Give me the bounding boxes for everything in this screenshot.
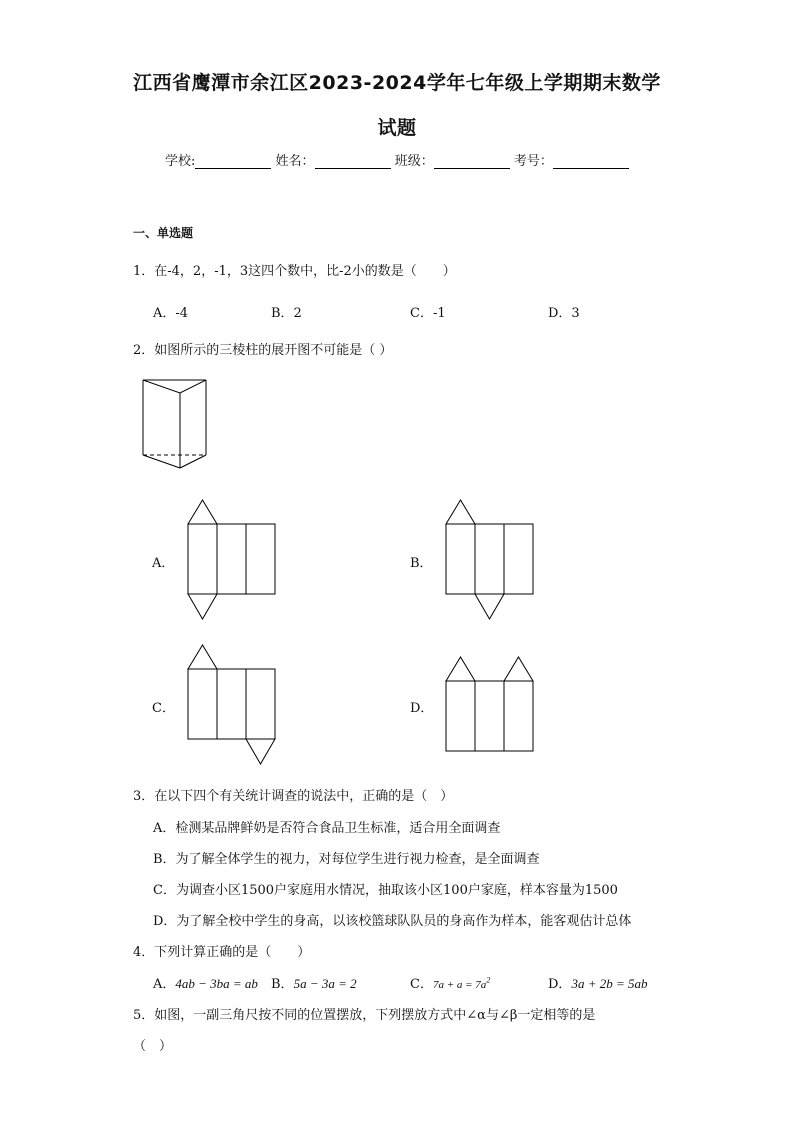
q3-option-b: B．为了解全体学生的视力，对每位学生进行视力检查，是全面调查: [153, 852, 540, 867]
net-option-b: [443, 498, 535, 624]
q4-option-b-label: B．: [271, 977, 294, 992]
q2-label-a: A．: [152, 556, 175, 571]
q3-stem: 3．在以下四个有关统计调查的说法中，正确的是（ ）: [133, 789, 454, 804]
class-label: 班级：: [394, 154, 434, 169]
q5-stem: 5．如图，一副三角尺按不同的位置摆放，下列摆放方式中∠α与∠β一定相等的是: [133, 1008, 596, 1023]
exam-number-field[interactable]: [553, 155, 629, 169]
q4-option-b-expr: 5a − 3a = 2: [293, 976, 357, 991]
school-field[interactable]: [195, 155, 271, 169]
q4-option-c-expr: 7a + a = 7a: [432, 979, 487, 991]
net-option-c: [185, 643, 277, 769]
q4-option-c-exponent: 2: [486, 975, 491, 985]
info-fields: [165, 150, 629, 169]
q2-label-b: B．: [410, 556, 433, 571]
q4-option-d: [548, 973, 647, 992]
q4-option-c: [410, 973, 490, 992]
q4-option-d-expr: 3a + 2b = 5ab: [571, 976, 648, 991]
q4-option-a-expr: 4ab − 3ba = ab: [175, 976, 258, 991]
q4-option-b: [271, 973, 357, 992]
q1-option-d: D．3: [548, 306, 580, 321]
net-option-a: [185, 498, 277, 624]
class-field[interactable]: [434, 155, 510, 169]
q2-label-c: C．: [152, 701, 175, 716]
q4-stem: 4．下列计算正确的是（ ）: [133, 945, 311, 960]
page-title: 江西省鹰潭市余江区2023-2024学年七年级上学期期末数学: [133, 72, 661, 94]
net-option-d: [443, 655, 535, 755]
q4-option-d-label: D．: [548, 977, 572, 992]
q3-option-d: D．为了解全校中学生的身高，以该校篮球队队员的身高作为样本，能客观估计总体: [153, 914, 632, 929]
page-title-line2: 试题: [377, 117, 417, 139]
q5-answer-blank: （ ）: [133, 1039, 173, 1054]
name-label: 姓名：: [275, 154, 315, 169]
q4-option-c-label: C．: [410, 977, 433, 992]
q4-option-a-label: A．: [153, 977, 176, 992]
exam-number-label: 考号：: [513, 154, 553, 169]
name-field[interactable]: [315, 155, 391, 169]
q2-label-d: D．: [410, 701, 434, 716]
q1-option-b: B．2: [271, 306, 302, 321]
q1-option-a: A．-4: [153, 306, 189, 321]
q1-stem: 1．在-4，2，-1，3这四个数中，比-2小的数是（ ）: [133, 264, 456, 279]
school-label: 学校:: [165, 154, 196, 169]
triangular-prism-figure: [138, 375, 210, 470]
section-heading: 一、单选题: [133, 226, 194, 240]
q1-option-c: C．-1: [410, 306, 446, 321]
q3-option-a: A．检测某品牌鲜奶是否符合食品卫生标准，适合用全面调查: [153, 821, 501, 836]
q2-stem: 2．如图所示的三棱柱的展开图不可能是（ ）: [133, 343, 393, 358]
q3-option-c: C．为调查小区1500户家庭用水情况，抽取该小区100户家庭，样本容量为1500: [153, 883, 618, 898]
q4-option-a: [153, 973, 258, 992]
